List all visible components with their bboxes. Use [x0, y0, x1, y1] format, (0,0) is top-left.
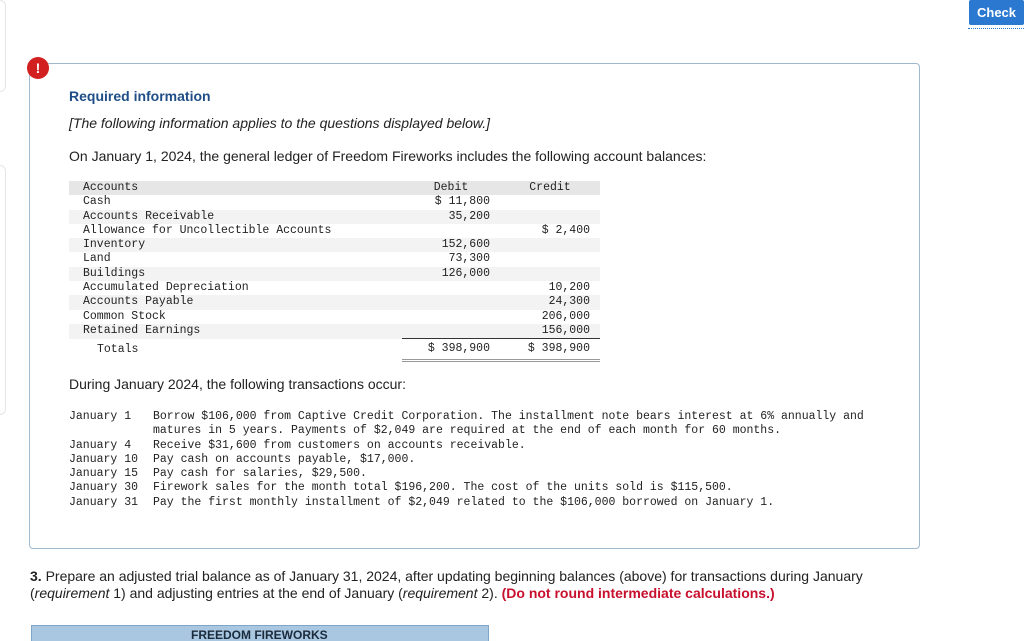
table-header-row — [69, 181, 600, 195]
credit-value — [500, 267, 600, 281]
check-button[interactable]: Check — [969, 0, 1024, 25]
transaction-text: Receive $31,600 from customers on accounts receivable. — [153, 438, 526, 452]
requirement-ref: requirement — [402, 585, 478, 601]
info-note: [The following information applies to the questions displayed below.] — [69, 115, 491, 131]
transaction-date: January 1 — [69, 410, 132, 423]
debit-value — [402, 310, 500, 324]
transactions-intro: During January 2024, the following transactions occur: — [69, 376, 406, 392]
debit-value — [402, 295, 500, 309]
credit-value — [500, 252, 600, 266]
table-row — [69, 238, 600, 252]
question-number: 3. — [30, 568, 42, 584]
table-row — [69, 267, 600, 281]
transaction-row — [69, 496, 869, 510]
transaction-text: Pay cash for salaries, $29,500. — [153, 467, 367, 481]
debit-value: 35,200 — [402, 210, 500, 224]
credit-value: 156,000 — [500, 324, 600, 339]
debit-value: 126,000 — [402, 267, 500, 281]
transaction-date: January 15 — [69, 467, 139, 481]
table-row — [69, 295, 600, 309]
credit-header: Credit — [500, 181, 600, 195]
debit-total: $ 398,900 — [402, 339, 500, 361]
question-text: 2). — [477, 585, 502, 601]
account-name: Allowance for Uncollectible Accounts — [83, 223, 332, 237]
accounts-header: Accounts — [69, 181, 402, 195]
debit-value — [402, 281, 500, 295]
transaction-row — [69, 410, 869, 439]
account-name: Accumulated Depreciation — [83, 281, 249, 295]
credit-value — [500, 238, 600, 252]
account-name: Buildings — [69, 267, 402, 281]
question-text: Prepare an adjusted trial balance as of January 31, 2024, after updating beginning balances (above) for transactions during January ( — [30, 568, 863, 601]
transactions-list — [69, 410, 869, 510]
credit-value: $ 2,400 — [541, 223, 590, 237]
debit-value — [402, 324, 500, 339]
debit-value: 152,600 — [402, 238, 500, 252]
transaction-row — [69, 467, 869, 481]
credit-value: 10,200 — [548, 281, 590, 295]
transaction-text: Pay cash on accounts payable, $17,000. — [153, 452, 416, 466]
company-header: FREEDOM FIREWORKS — [31, 625, 489, 641]
account-name: Common Stock — [83, 309, 166, 323]
debit-value — [402, 224, 500, 238]
requirement-ref: requirement — [34, 585, 110, 601]
account-name: Land — [83, 252, 111, 266]
left-tab — [0, 165, 6, 415]
alert-icon: ! — [27, 57, 49, 79]
table-row — [69, 224, 600, 238]
left-edge-tabs — [0, 0, 8, 641]
credit-total: $ 398,900 — [500, 339, 600, 361]
account-name: Inventory — [69, 238, 402, 252]
transaction-date: January 10 — [69, 452, 139, 466]
transaction-row — [69, 481, 869, 495]
transaction-row — [69, 439, 869, 453]
rounding-warning: (Do not round intermediate calculations.) — [501, 585, 775, 601]
transaction-text: Pay the first monthly installment of $2,049 related to the $106,000 borrowed on January 1. — [153, 495, 775, 509]
transaction-row — [69, 453, 869, 467]
left-tab — [0, 0, 6, 92]
table-row — [69, 324, 600, 339]
transaction-date: January 30 — [69, 481, 139, 495]
credit-value: 206,000 — [541, 309, 590, 323]
account-name: Retained Earnings — [69, 324, 402, 339]
debit-value: 73,300 — [448, 252, 490, 266]
credit-value — [500, 210, 600, 224]
credit-value: 24,300 — [500, 295, 600, 309]
table-row — [69, 252, 600, 266]
transaction-date: January 4 — [69, 438, 132, 452]
table-row — [69, 281, 600, 295]
account-name: Accounts Payable — [69, 295, 402, 309]
required-information-title: Required information — [69, 88, 211, 104]
debit-value: $ 11,800 — [434, 195, 490, 209]
table-row — [69, 310, 600, 324]
question-text: 1) and adjusting entries at the end of January ( — [109, 585, 403, 601]
account-name: Cash — [83, 195, 111, 209]
table-row — [69, 210, 600, 224]
totals-row — [69, 339, 600, 361]
transaction-date: January 31 — [69, 495, 139, 509]
transaction-text: Firework sales for the month total $196,200. The cost of the units sold is $115,500. — [153, 481, 733, 495]
trial-balance-table — [69, 181, 600, 362]
intro-text: On January 1, 2024, the general ledger of Freedom Fireworks includes the following account balances: — [69, 148, 707, 164]
table-row — [69, 195, 600, 209]
account-name: Accounts Receivable — [69, 210, 402, 224]
debit-header: Debit — [402, 181, 500, 195]
totals-label: Totals — [97, 342, 139, 356]
transaction-text: Borrow $106,000 from Captive Credit Corporation. The installment note bears interest at 6% annually and matures in 5 years. Payments of $2,049 are required at the end of each month for 60 months. — [153, 410, 864, 438]
question-prompt — [30, 568, 930, 602]
credit-value — [500, 195, 600, 209]
